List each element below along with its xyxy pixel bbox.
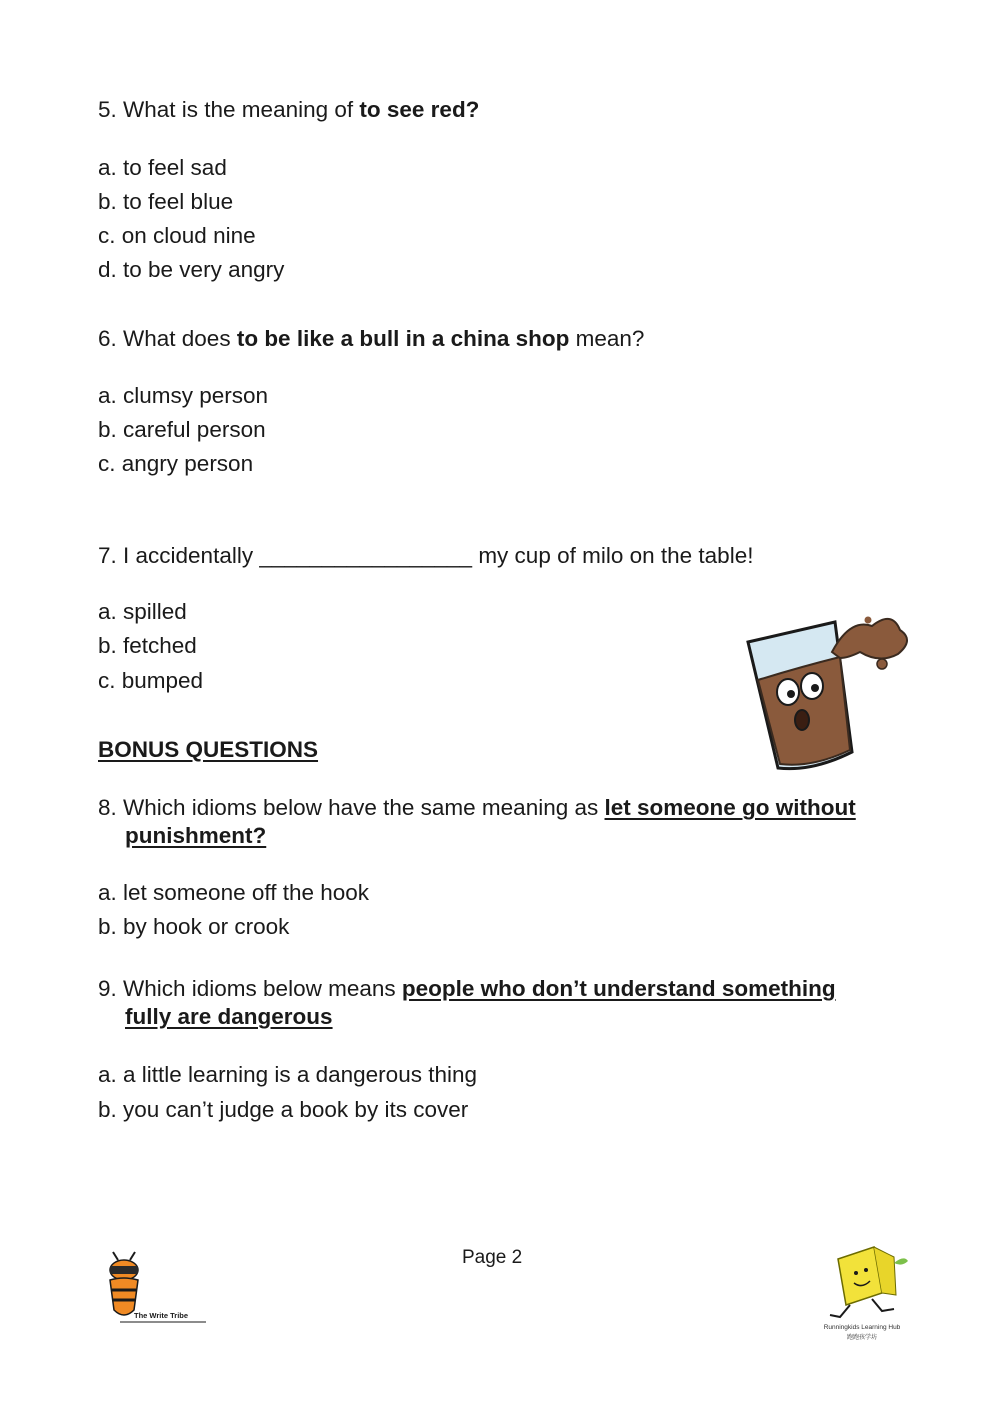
q6-option-a: a. clumsy person — [98, 383, 269, 408]
q7-option-b: b. fetched — [98, 633, 197, 658]
q5-option-b: b. to feel blue — [98, 189, 234, 214]
q5-option-a: a. to feel sad — [98, 155, 227, 180]
question-8 — [98, 794, 856, 822]
q7-option-c: c. bumped — [98, 668, 204, 693]
q6-option-b: b. careful person — [98, 417, 266, 442]
write-tribe-logo-text: The Write Tribe — [134, 1311, 189, 1320]
question-9-meaning-line1: people who don’t understand something — [401, 976, 836, 1001]
runningkids-logo-subtext: 跑跑孩学坊 — [846, 1334, 878, 1341]
q8-option-b: b. by hook or crook — [98, 914, 290, 939]
write-tribe-logo — [98, 1250, 218, 1330]
question-8-meaning-line1: let someone go without — [604, 795, 856, 820]
page-number: Page 2 — [462, 1247, 523, 1268]
question-9-meaning-line2: fully are dangerous — [125, 1004, 333, 1029]
runningkids-logo-text: Runningkids Learning Hub — [823, 1324, 901, 1331]
question-5-idiom: to see red? — [359, 97, 480, 122]
question-7: 7. I accidentally _________________ my cup of milo on the table! — [98, 543, 754, 568]
question-9-text: 9. Which idioms below means — [98, 976, 402, 1001]
question-9 — [98, 975, 836, 1003]
question-6-suffix: mean? — [569, 326, 645, 351]
q7-option-a: a. spilled — [98, 599, 187, 624]
question-8-text: 8. Which idioms below have the same meaning as — [98, 795, 605, 820]
question-8-meaning-line2: punishment? — [125, 823, 267, 848]
q8-option-a: a. let someone off the hook — [98, 880, 370, 905]
question-6-text: 6. What does — [98, 326, 237, 351]
q9-option-b: b. you can’t judge a book by its cover — [98, 1097, 469, 1122]
q5-option-c: c. on cloud nine — [98, 223, 256, 248]
question-5-text: 5. What is the meaning of — [98, 97, 360, 122]
spilling-cup-icon — [740, 612, 915, 772]
question-5 — [98, 96, 479, 124]
runningkids-logo — [810, 1243, 915, 1348]
watermark-text: ock — [850, 683, 871, 698]
q6-option-c: c. angry person — [98, 451, 254, 476]
q5-option-d: d. to be very angry — [98, 257, 285, 282]
q9-option-a: a. a little learning is a dangerous thing — [98, 1062, 477, 1087]
bonus-heading: BONUS QUESTIONS — [98, 737, 319, 762]
question-6-idiom: to be like a bull in a china shop — [236, 326, 570, 351]
question-6 — [98, 325, 644, 353]
